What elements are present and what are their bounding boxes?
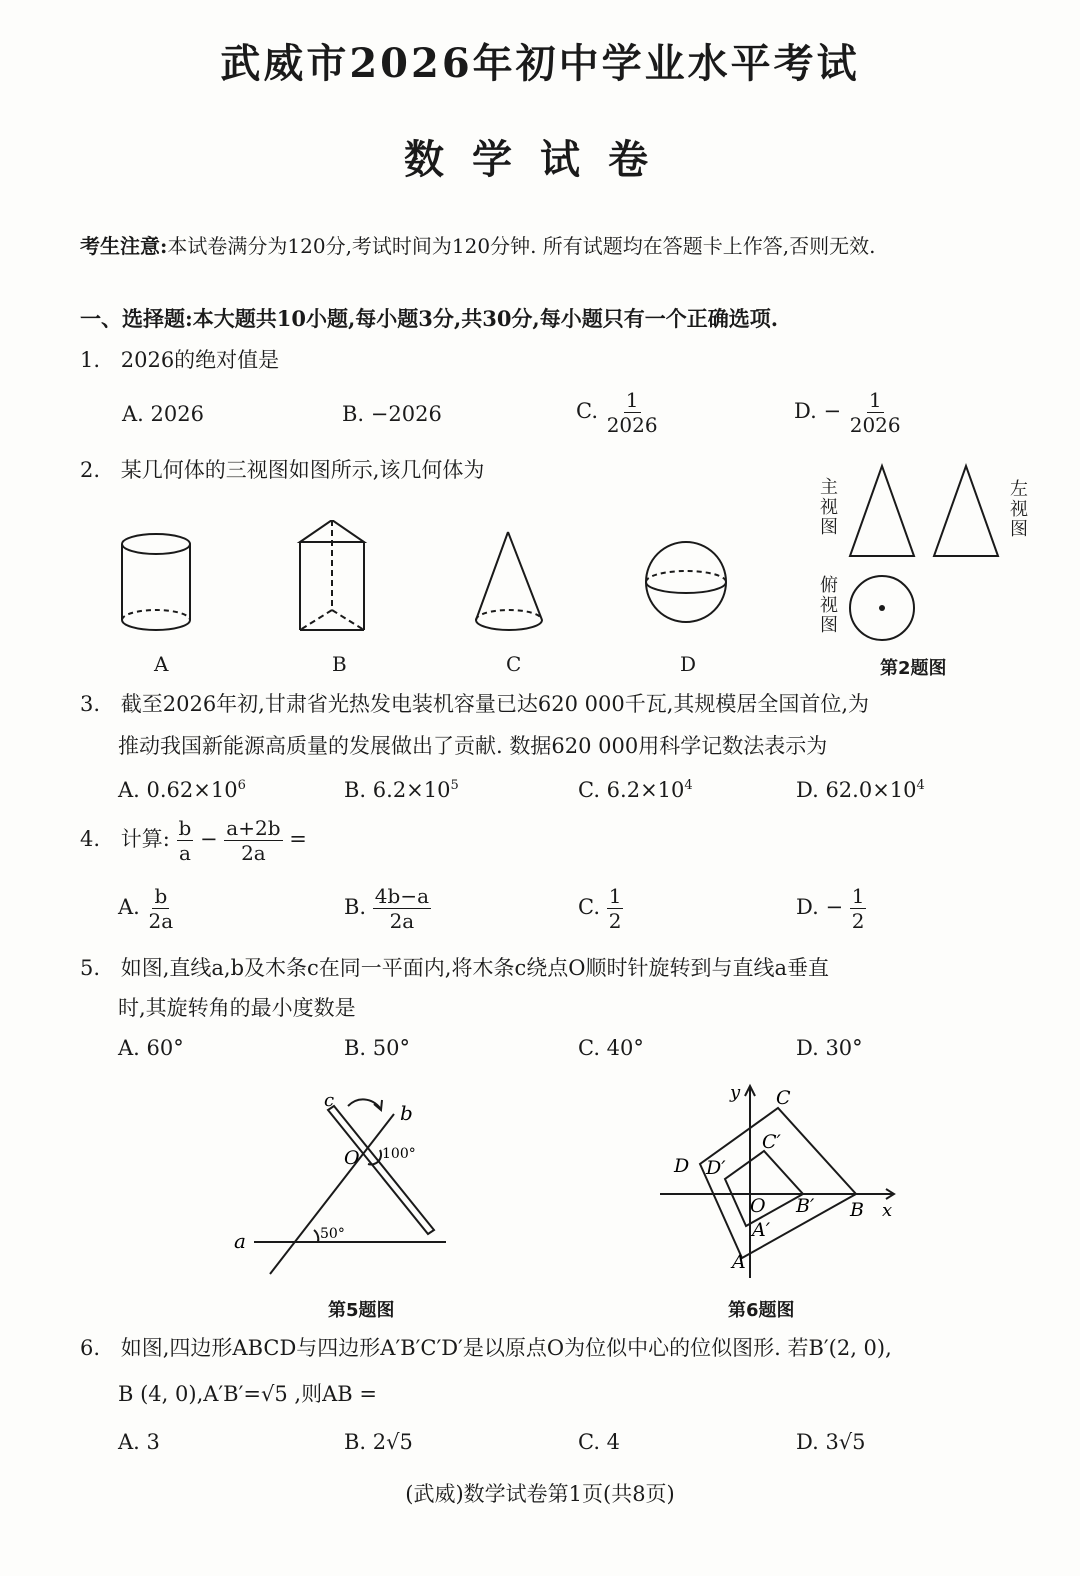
label-y: y [730, 1082, 741, 1103]
q2-three-views [840, 460, 1010, 650]
denominator: 2a [148, 909, 174, 933]
q6-caption: 第6题图 [728, 1300, 795, 1321]
numerator: 1 [868, 388, 882, 412]
denominator: a [178, 841, 191, 865]
question-text: 某几何体的三视图如图所示,该几何体为 [120, 458, 485, 482]
q5-option-d: D. 30° [796, 1036, 863, 1060]
denominator: 2a [241, 841, 266, 865]
label-d-prime: D′ [706, 1157, 726, 1179]
label-d: D [674, 1155, 690, 1177]
q1-option-a: A. 2026 [122, 402, 204, 426]
numerator: 1 [851, 884, 865, 908]
equals-sign: = [289, 827, 307, 851]
q3-option-d [796, 772, 925, 804]
option-label: C. [576, 399, 598, 423]
fraction-2 [224, 816, 282, 865]
label-a: a [234, 1229, 246, 1253]
question-label: 计算: [120, 827, 170, 851]
notice [80, 230, 876, 259]
q6-option-c: C. 4 [578, 1430, 621, 1454]
option-label: D. − [794, 399, 842, 423]
question-text-line1: 如图,直线a,b及木条c在同一平面内,将木条c绕点O顺时针旋转到与直线a垂直 [120, 956, 829, 980]
question-number: 6. [80, 1336, 101, 1360]
question-5-line2: 时,其旋转角的最小度数是 [118, 996, 356, 1020]
solid-label-c: C [506, 652, 522, 676]
question-4 [80, 816, 307, 865]
q4-option-a [118, 884, 175, 933]
fraction [605, 388, 660, 437]
fraction [147, 884, 176, 933]
denominator: 2026 [849, 413, 901, 437]
question-3 [80, 690, 869, 718]
front-view-label: 主视图 [820, 477, 838, 538]
q5-option-c: C. 40° [578, 1036, 644, 1060]
q3-option-a [118, 772, 246, 804]
q5-figure [228, 1086, 458, 1282]
label-c: c [324, 1090, 335, 1111]
q1-option-c [576, 388, 660, 437]
q4-option-d [796, 884, 866, 933]
line-b [270, 1114, 394, 1274]
label-a-prime: A′ [752, 1219, 771, 1241]
label-b: b [400, 1101, 413, 1125]
label-b-prime: B′ [796, 1195, 815, 1217]
q1-option-b: B. −2026 [342, 402, 442, 426]
option-label: B. [344, 895, 367, 919]
top-view-center-dot [879, 605, 885, 611]
prism-shape [300, 520, 364, 630]
question-6-line2: B (4, 0),A′B′=√5 ,则AB = [118, 1382, 377, 1406]
paper-subtitle: 数学试卷 [404, 136, 676, 183]
exponent: 4 [916, 778, 925, 793]
denominator: 2 [851, 909, 865, 933]
cylinder-shape [122, 534, 190, 630]
label-o: O [750, 1195, 766, 1217]
option-label: A. [118, 895, 140, 919]
exam-title: 武威市2026年初中学业水平考试 [220, 40, 860, 87]
numerator: 1 [625, 388, 639, 412]
q3-option-c [578, 772, 693, 804]
label-o: O [344, 1147, 360, 1169]
numerator: a+2b [226, 816, 281, 840]
top-view-label: 俯视图 [820, 575, 838, 636]
question-number: 2. [80, 458, 101, 482]
question-number: 3. [80, 692, 101, 716]
q1-option-d [794, 388, 903, 437]
option-text: D. 62.0×10 [796, 778, 917, 802]
angle-arc-50 [314, 1230, 318, 1242]
stick-c [328, 1106, 434, 1234]
fraction [850, 884, 867, 933]
denominator: 2026 [606, 413, 658, 437]
notice-text: 本试卷满分为120分,考试时间为120分钟. 所有试题均在答题卡上作答,否则无效. [167, 234, 876, 258]
label-b: B [850, 1199, 864, 1221]
solid-label-b: B [332, 652, 347, 676]
label-c-prime: C′ [762, 1131, 781, 1153]
numerator: b [178, 816, 192, 840]
question-number: 5. [80, 956, 101, 980]
fraction [607, 884, 624, 933]
denominator: 2a [389, 909, 415, 933]
minus-sign: − [200, 827, 218, 851]
q2-caption: 第2题图 [880, 658, 947, 679]
section-heading: 一、选择题:本大题共10小题,每小题3分,共30分,每小题只有一个正确选项. [80, 306, 779, 331]
fraction [373, 884, 431, 933]
question-text-line1: 截至2026年初,甘肃省光热发电装机容量已达620 000千瓦,其规模居全国首位,为 [120, 692, 870, 716]
angle-label-50: 50° [320, 1226, 345, 1242]
question-text: 2026的绝对值是 [120, 348, 280, 372]
exponent: 5 [450, 778, 459, 793]
left-view-label: 左视图 [1010, 479, 1028, 540]
q6-option-b: B. 2√5 [344, 1430, 413, 1454]
question-text-line1: 如图,四边形ABCD与四边形A′B′C′D′是以原点O为位似中心的位似图形. 若B′(2, 0), [120, 1336, 892, 1360]
q6-option-d: D. 3√5 [796, 1430, 866, 1454]
exponent: 4 [684, 778, 693, 793]
numerator: 1 [608, 884, 622, 908]
cone-shape [476, 532, 542, 630]
option-label: D. − [796, 895, 844, 919]
front-view-triangle [850, 466, 914, 556]
exponent: 6 [237, 778, 246, 793]
question-number: 4. [80, 827, 101, 851]
q5-caption: 第5题图 [328, 1300, 395, 1321]
notice-label: 考生注意: [80, 234, 168, 258]
left-view-triangle [934, 466, 998, 556]
question-1 [80, 346, 279, 374]
fraction-1 [177, 816, 194, 865]
q4-option-b [344, 884, 431, 933]
numerator: 4b−a [374, 884, 430, 908]
label-x: x [882, 1200, 893, 1221]
angle-label-100: 100° [382, 1146, 416, 1162]
question-5 [80, 954, 829, 982]
q4-option-c [578, 884, 623, 933]
q5-option-b: B. 50° [344, 1036, 411, 1060]
question-2 [80, 456, 484, 484]
solid-label-a: A [154, 652, 169, 676]
q2-solids-figure [110, 520, 750, 650]
option-text: C. 6.2×10 [578, 778, 685, 802]
label-a: A [732, 1251, 746, 1273]
q3-option-b [344, 772, 459, 804]
denominator: 2 [608, 909, 622, 933]
q5-option-a: A. 60° [118, 1036, 184, 1060]
numerator: b [154, 884, 168, 908]
page-footer: (武威)数学试卷第1页(共8页) [405, 1482, 675, 1506]
solid-label-d: D [680, 652, 697, 676]
option-label: C. [578, 895, 600, 919]
question-number: 1. [80, 348, 101, 372]
option-text: B. 6.2×10 [344, 778, 451, 802]
q6-option-a: A. 3 [118, 1430, 160, 1454]
q6-figure [660, 1082, 900, 1278]
question-3-line2: 推动我国新能源高质量的发展做出了贡献. 数据620 000用科学记数法表示为 [118, 734, 828, 758]
question-6 [80, 1334, 892, 1362]
label-c: C [776, 1087, 791, 1109]
option-text: A. 0.62×10 [118, 778, 238, 802]
fraction [848, 388, 903, 437]
sphere-shape [646, 542, 726, 622]
